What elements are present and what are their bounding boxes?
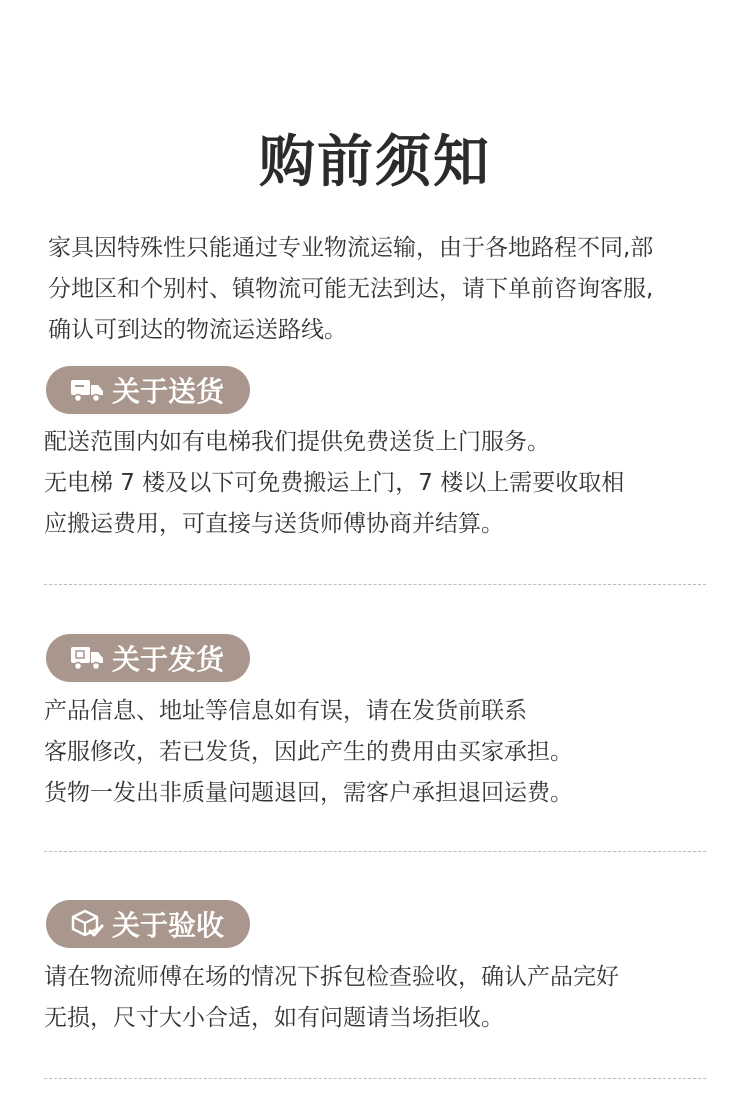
delivery-truck-icon xyxy=(70,375,106,405)
section-line: 无电梯 7 楼及以下可免费搬运上门，7 楼以上需要收取相 xyxy=(44,470,625,496)
section-badge-inspection xyxy=(46,900,250,948)
intro-line: 家具因特殊性只能通过专业物流运输，由于各地路程不同,部 xyxy=(48,235,654,261)
intro-line: 分地区和个别村、镇物流可能无法到达，请下单前咨询客服, xyxy=(48,276,654,302)
section-line: 货物一发出非质量问题退回，需客户承担退回运费。 xyxy=(44,780,573,806)
section-badge-shipping xyxy=(46,634,250,682)
section-text-delivery xyxy=(44,422,714,545)
divider xyxy=(44,584,706,585)
section-line: 配送范围内如有电梯我们提供免费送货上门服务。 xyxy=(44,429,550,455)
section-title: 关于送货 xyxy=(112,375,225,408)
divider xyxy=(44,1078,706,1079)
section-badge-delivery xyxy=(46,366,250,414)
divider xyxy=(44,851,706,852)
section-line: 产品信息、地址等信息如有误，请在发货前联系 xyxy=(44,698,527,724)
section-line: 无损，尺寸大小合适，如有问题请当场拒收。 xyxy=(44,1005,504,1031)
section-line: 请在物流师傅在场的情况下拆包检查验收，确认产品完好 xyxy=(44,964,619,990)
section-title: 关于验收 xyxy=(112,909,225,942)
section-text-shipping xyxy=(44,691,714,814)
shipping-truck-icon xyxy=(70,643,106,673)
intro-text xyxy=(48,228,708,351)
section-line: 应搬运费用，可直接与送货师傅协商并结算。 xyxy=(44,511,504,537)
package-check-icon xyxy=(70,909,106,939)
page-title: 购前须知 xyxy=(259,130,491,195)
intro-line: 确认可到达的物流运送路线。 xyxy=(48,317,347,343)
section-text-inspection xyxy=(44,957,714,1039)
section-line: 客服修改，若已发货，因此产生的费用由买家承担。 xyxy=(44,739,573,765)
section-title: 关于发货 xyxy=(112,643,225,676)
